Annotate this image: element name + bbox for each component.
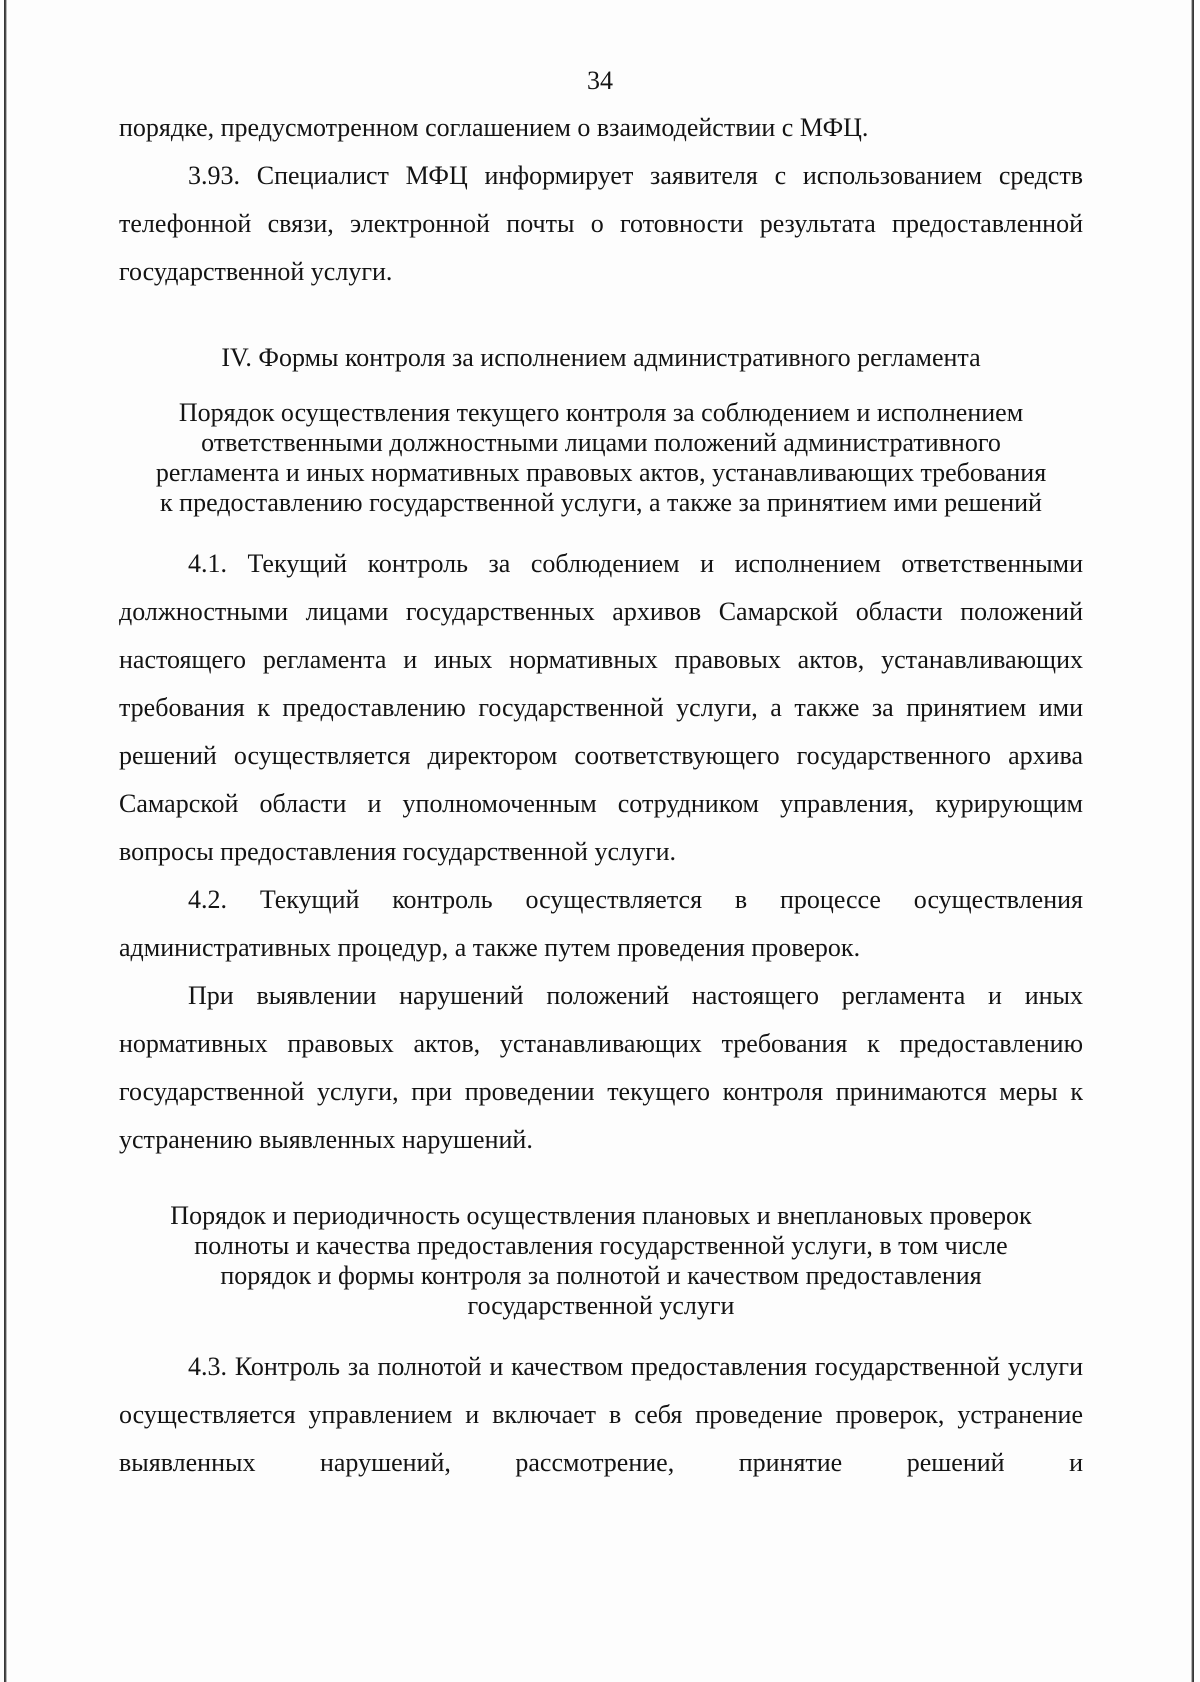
heading-line: регламента и иных нормативных правовых актов, устанавливающих требования	[155, 458, 1047, 487]
heading-line: ответственными должностными лицами положений административного	[201, 428, 1001, 457]
heading-line: порядок и формы контроля за полнотой и качеством предоставления	[220, 1261, 982, 1290]
document-body	[119, 104, 1083, 1487]
section-heading-iv: IV. Формы контроля за исполнением административного регламента	[221, 343, 981, 372]
heading-line: к предоставлению государственной услуги, а также за принятием ими решений	[160, 488, 1042, 517]
page-number: 34	[587, 66, 613, 95]
paragraph-3-93: 3.93. Специалист МФЦ информирует заявителя с использованием средств телефонной связи, электронной почты о готовности результата предоставленной государственной услуги.	[119, 161, 1083, 286]
heading-line: Порядок осуществления текущего контроля за соблюдением и исполнением	[178, 398, 1024, 427]
paragraph-4-1: 4.1. Текущий контроль за соблюдением и исполнением ответственными должностными лицами государственных архивов Самарской области положений настоящего регламента и иных нормативных правовых актов, устанавливающих требования к предоставлению государственной услуги, а также за принятием ими решений осуществляется директором соответствующего государственного архива Самарской области и уполномоченным сотрудником управления, курирующим вопросы предоставления государственной услуги.	[119, 549, 1083, 866]
paragraph-4-3: 4.3. Контроль за полнотой и качеством предоставления государственной услуги осуществляется управлением и включает в себя проведение проверок, устранение выявленных нарушений, рассмотрение, принятие решений и	[119, 1352, 1083, 1477]
heading-line: Порядок и периодичность осуществления плановых и внеплановых проверок	[170, 1201, 1032, 1230]
subsection-heading-inspections	[119, 1201, 1083, 1321]
paragraph-continuation: порядке, предусмотренном соглашением о взаимодействии с МФЦ.	[119, 113, 869, 142]
paragraph-violations: При выявлении нарушений положений настоящего регламента и иных нормативных правовых актов, устанавливающих требования к предоставлению государственной услуги, при проведении текущего контроля принимаются меры к устранению выявленных нарушений.	[119, 981, 1083, 1154]
heading-line: государственной услуги	[467, 1291, 735, 1320]
scan-edge-left	[4, 0, 7, 1682]
heading-line: полноты и качества предоставления государственной услуги, в том числе	[194, 1231, 1008, 1260]
paragraph-4-2: 4.2. Текущий контроль осуществляется в процессе осуществления административных процедур, а также путем проведения проверок.	[119, 885, 1083, 962]
scan-edge-right	[1191, 0, 1194, 1682]
subsection-heading-current-control	[119, 398, 1083, 518]
